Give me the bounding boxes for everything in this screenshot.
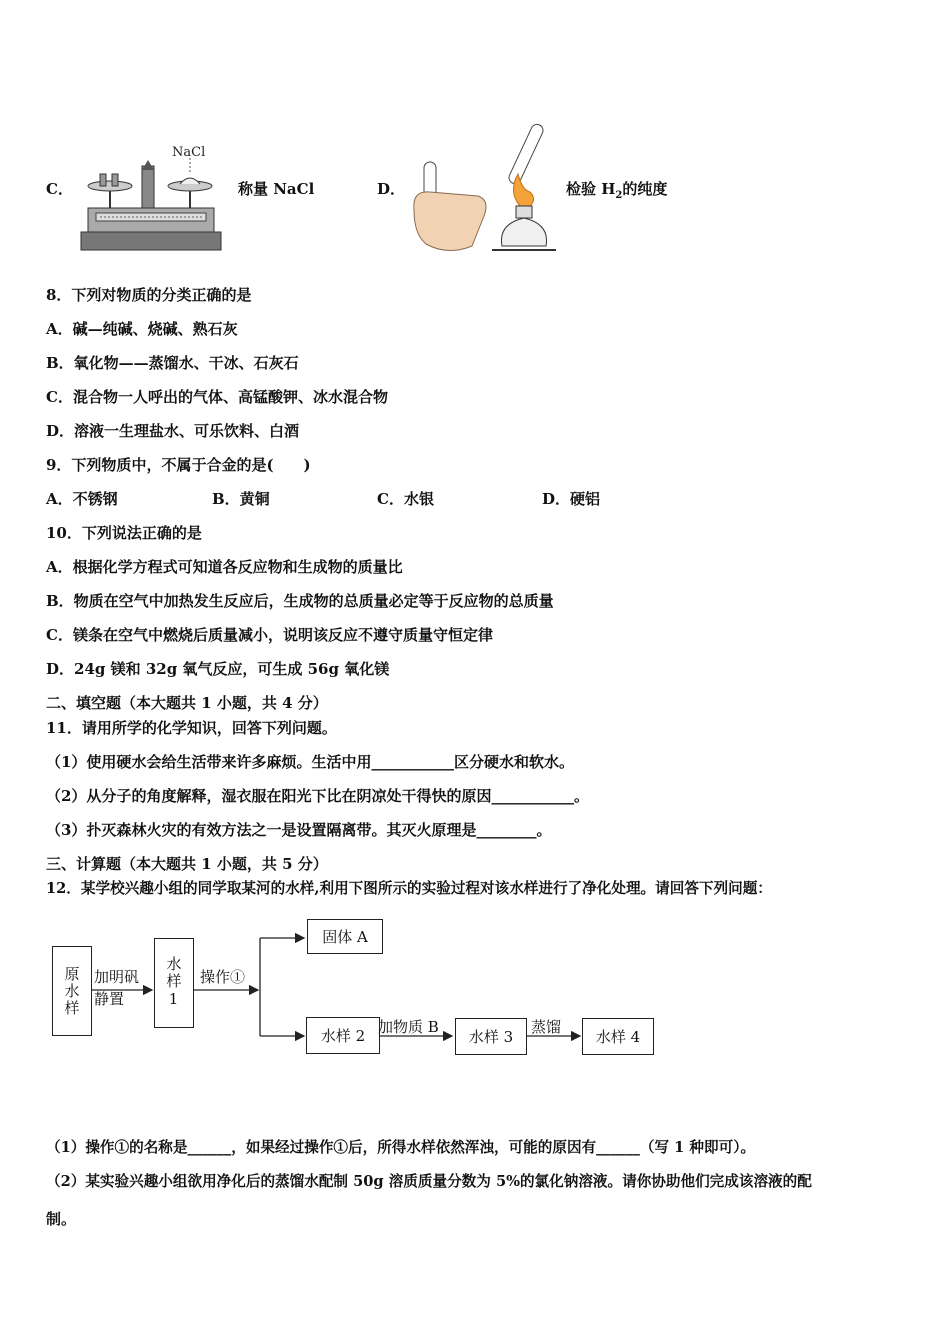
balance-illustration — [76, 140, 226, 256]
q9-stem: 9．下列物质中，不属于合金的是( ) — [46, 456, 311, 474]
q8-option-c: C．混合物一人呼出的气体、高锰酸钾、冰水混合物 — [46, 388, 388, 406]
q12-part-1: （1）操作①的名称是______，如果经过操作①后，所得水样依然浑浊，可能的原因有______（写 1 种即可）。 — [46, 1139, 756, 1156]
q10-stem: 10．下列说法正确的是 — [46, 524, 202, 542]
option-c-label: C． — [46, 180, 73, 198]
q10-option-d: D．24g 镁和 32g 氧气反应，可生成 56g 氧化镁 — [46, 660, 390, 678]
section-2-heading: 二、填空题（本大题共 1 小题，共 4 分） — [46, 694, 328, 712]
flow-step1-label: 加明矾 — [94, 968, 140, 986]
q9-option-c: C．水银 — [377, 490, 434, 508]
option-d-label: D． — [377, 180, 406, 198]
q10-option-c: C．镁条在空气中燃烧后质量减小，说明该反应不遵守质量守恒定律 — [46, 626, 493, 644]
flow-sample4-box: 水样 4 — [582, 1018, 654, 1055]
q8-option-b: B．氧化物——蒸馏水、干冰、石灰石 — [46, 354, 299, 372]
q11-part-1: （1）使用硬水会给生活带来许多麻烦。生活中用___________区分硬水和软水。 — [46, 753, 574, 771]
flow-distill-label: 蒸馏 — [531, 1018, 562, 1036]
flow-sample1-box: 水样1 — [154, 938, 194, 1028]
q8-option-d: D．溶液一生理盐水、可乐饮料、白酒 — [46, 422, 300, 440]
flow-step1b-label: 静置 — [94, 990, 125, 1008]
q12-part-2-line2: 制。 — [46, 1210, 77, 1228]
flow-op1-label: 操作① — [200, 968, 246, 986]
q11-part-3: （3）扑灭森林火灾的有效方法之一是设置隔离带。其灭火原理是________。 — [46, 821, 552, 839]
option-d-caption: 检验 $H_2$的纯度 — [566, 180, 668, 201]
flow-raw-water-box: 原水样 — [52, 946, 92, 1036]
q8-option-a: A．碱—纯碱、烧碱、熟石灰 — [46, 320, 238, 338]
q12-part-2-line1: （2）某实验兴趣小组欲用净化后的蒸馏水配制 50g 溶质质量分数为 5%的氯化钠溶液。请你协助他们完成该溶液的配 — [46, 1173, 812, 1190]
flow-sample3-box: 水样 3 — [455, 1018, 527, 1055]
q11-stem: 11．请用所学的化学知识，回答下列问题。 — [46, 719, 337, 737]
q9-option-b: B．黄铜 — [212, 490, 270, 508]
flow-sample2-box: 水样 2 — [306, 1017, 380, 1054]
q11-part-2: （2）从分子的角度解释，湿衣服在阳光下比在阴凉处干得快的原因___________。 — [46, 787, 589, 805]
q9-option-d: D．硬铝 — [542, 490, 601, 508]
q9-option-a: A．不锈钢 — [46, 490, 118, 508]
flow-solid-a-box: 固体 A — [307, 919, 383, 954]
q10-option-b: B．物质在空气中加热发生反应后，生成物的总质量必定等于反应物的总质量 — [46, 592, 554, 610]
q12-stem: 12．某学校兴趣小组的同学取某河的水样,利用下图所示的实验过程对该水样进行了净化处理。请回答下列问题： — [46, 880, 772, 897]
option-c-caption: 称量 NaCl — [238, 180, 315, 198]
section-3-heading: 三、计算题（本大题共 1 小题，共 5 分） — [46, 855, 328, 873]
q10-option-a: A．根据化学方程式可知道各反应物和生成物的质量比 — [46, 558, 403, 576]
q8-stem: 8．下列对物质的分类正确的是 — [46, 286, 252, 304]
nacl-label: NaCl — [172, 145, 206, 160]
flow-add-b-label: 加物质 B — [378, 1018, 439, 1036]
hydrogen-test-illustration — [408, 118, 564, 256]
